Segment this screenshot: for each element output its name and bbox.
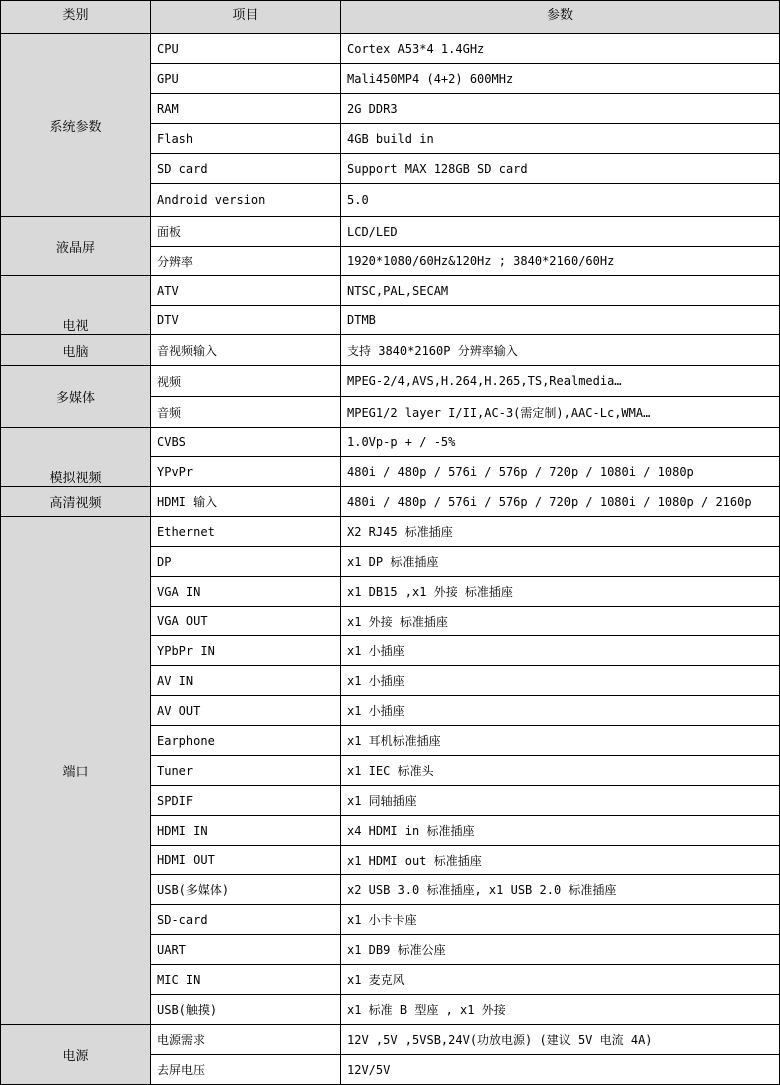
value-cell: 5.0: [341, 184, 780, 217]
item-cell: GPU: [151, 64, 341, 94]
value-cell: x2 USB 3.0 标准插座, x1 USB 2.0 标准插座: [341, 875, 780, 905]
value-cell: Mali450MP4 (4+2) 600MHz: [341, 64, 780, 94]
value-cell: 1920*1080/60Hz&120Hz ; 3840*2160/60Hz: [341, 247, 780, 276]
value-cell: x1 小插座: [341, 696, 780, 726]
value-cell: x1 麦克风: [341, 965, 780, 995]
value-cell: x1 DB9 标准公座: [341, 935, 780, 965]
value-cell: x1 耳机标准插座: [341, 726, 780, 756]
value-cell: x4 HDMI in 标准插座: [341, 816, 780, 846]
spec-body: [1, 34, 780, 1085]
item-cell: YPbPr IN: [151, 636, 341, 666]
item-cell: 电源需求: [151, 1025, 341, 1055]
table-row: [1, 517, 780, 547]
value-cell: 12V ,5V ,5VSB,24V(功放电源) (建议 5V 电流 4A): [341, 1025, 780, 1055]
item-cell: Earphone: [151, 726, 341, 756]
value-cell: 1.0Vp-p + / -5%: [341, 428, 780, 457]
value-cell: x1 DP 标准插座: [341, 547, 780, 577]
table-row: [1, 276, 780, 306]
category-cell: 高清视频: [1, 487, 151, 517]
item-cell: 视频: [151, 366, 341, 397]
value-cell: x1 小插座: [341, 636, 780, 666]
value-cell: x1 HDMI out 标准插座: [341, 846, 780, 875]
item-cell: DP: [151, 547, 341, 577]
item-cell: UART: [151, 935, 341, 965]
header-row: [1, 1, 780, 34]
category-cell: 系统参数: [1, 34, 151, 217]
item-cell: YPvPr: [151, 457, 341, 487]
value-cell: 4GB build in: [341, 124, 780, 154]
value-cell: 支持 3840*2160P 分辨率输入: [341, 335, 780, 366]
item-cell: 音频: [151, 397, 341, 428]
item-cell: VGA IN: [151, 577, 341, 607]
value-cell: x1 外接 标准插座: [341, 607, 780, 636]
category-cell: 液晶屏: [1, 217, 151, 276]
value-cell: x1 DB15 ,x1 外接 标准插座: [341, 577, 780, 607]
item-cell: AV OUT: [151, 696, 341, 726]
value-cell: DTMB: [341, 306, 780, 335]
header-param: 参数: [341, 1, 780, 34]
item-cell: DTV: [151, 306, 341, 335]
header-category: 类别: [1, 1, 151, 34]
item-cell: CVBS: [151, 428, 341, 457]
item-cell: RAM: [151, 94, 341, 124]
value-cell: 12V/5V: [341, 1055, 780, 1085]
item-cell: 去屏电压: [151, 1055, 341, 1085]
value-cell: LCD/LED: [341, 217, 780, 247]
value-cell: 480i / 480p / 576i / 576p / 720p / 1080i / 1080p: [341, 457, 780, 487]
table-row: [1, 335, 780, 366]
category-cell: 多媒体: [1, 366, 151, 428]
item-cell: Flash: [151, 124, 341, 154]
item-cell: CPU: [151, 34, 341, 64]
item-cell: VGA OUT: [151, 607, 341, 636]
category-cell: 端口: [1, 517, 151, 1025]
table-row: [1, 217, 780, 247]
category-cell: 电脑: [1, 335, 151, 366]
item-cell: 面板: [151, 217, 341, 247]
category-cell: 电源: [1, 1025, 151, 1085]
value-cell: x1 小插座: [341, 666, 780, 696]
item-cell: 音视频输入: [151, 335, 341, 366]
table-row: [1, 487, 780, 517]
value-cell: NTSC,PAL,SECAM: [341, 276, 780, 306]
item-cell: USB(触摸): [151, 995, 341, 1025]
table-row: [1, 34, 780, 64]
item-cell: SD card: [151, 154, 341, 184]
value-cell: MPEG1/2 layer I/II,AC-3(需定制),AAC-Lc,WMA…: [341, 397, 780, 428]
item-cell: 分辨率: [151, 247, 341, 276]
value-cell: MPEG-2/4,AVS,H.264,H.265,TS,Realmedia…: [341, 366, 780, 397]
item-cell: SPDIF: [151, 786, 341, 816]
value-cell: 480i / 480p / 576i / 576p / 720p / 1080i / 1080p / 2160p: [341, 487, 780, 517]
item-cell: MIC IN: [151, 965, 341, 995]
category-cell: 模拟视频: [1, 428, 151, 487]
item-cell: HDMI OUT: [151, 846, 341, 875]
item-cell: USB(多媒体): [151, 875, 341, 905]
value-cell: Cortex A53*4 1.4GHz: [341, 34, 780, 64]
value-cell: X2 RJ45 标准插座: [341, 517, 780, 547]
table-row: [1, 366, 780, 397]
value-cell: Support MAX 128GB SD card: [341, 154, 780, 184]
item-cell: ATV: [151, 276, 341, 306]
item-cell: Ethernet: [151, 517, 341, 547]
value-cell: x1 IEC 标准头: [341, 756, 780, 786]
value-cell: 2G DDR3: [341, 94, 780, 124]
item-cell: AV IN: [151, 666, 341, 696]
item-cell: Android version: [151, 184, 341, 217]
value-cell: x1 小卡卡座: [341, 905, 780, 935]
item-cell: HDMI IN: [151, 816, 341, 846]
header-item: 项目: [151, 1, 341, 34]
item-cell: SD-card: [151, 905, 341, 935]
category-cell: 电视: [1, 276, 151, 335]
table-row: [1, 1025, 780, 1055]
value-cell: x1 标准 B 型座 , x1 外接: [341, 995, 780, 1025]
table-row: [1, 428, 780, 457]
item-cell: HDMI 输入: [151, 487, 341, 517]
item-cell: Tuner: [151, 756, 341, 786]
value-cell: x1 同轴插座: [341, 786, 780, 816]
